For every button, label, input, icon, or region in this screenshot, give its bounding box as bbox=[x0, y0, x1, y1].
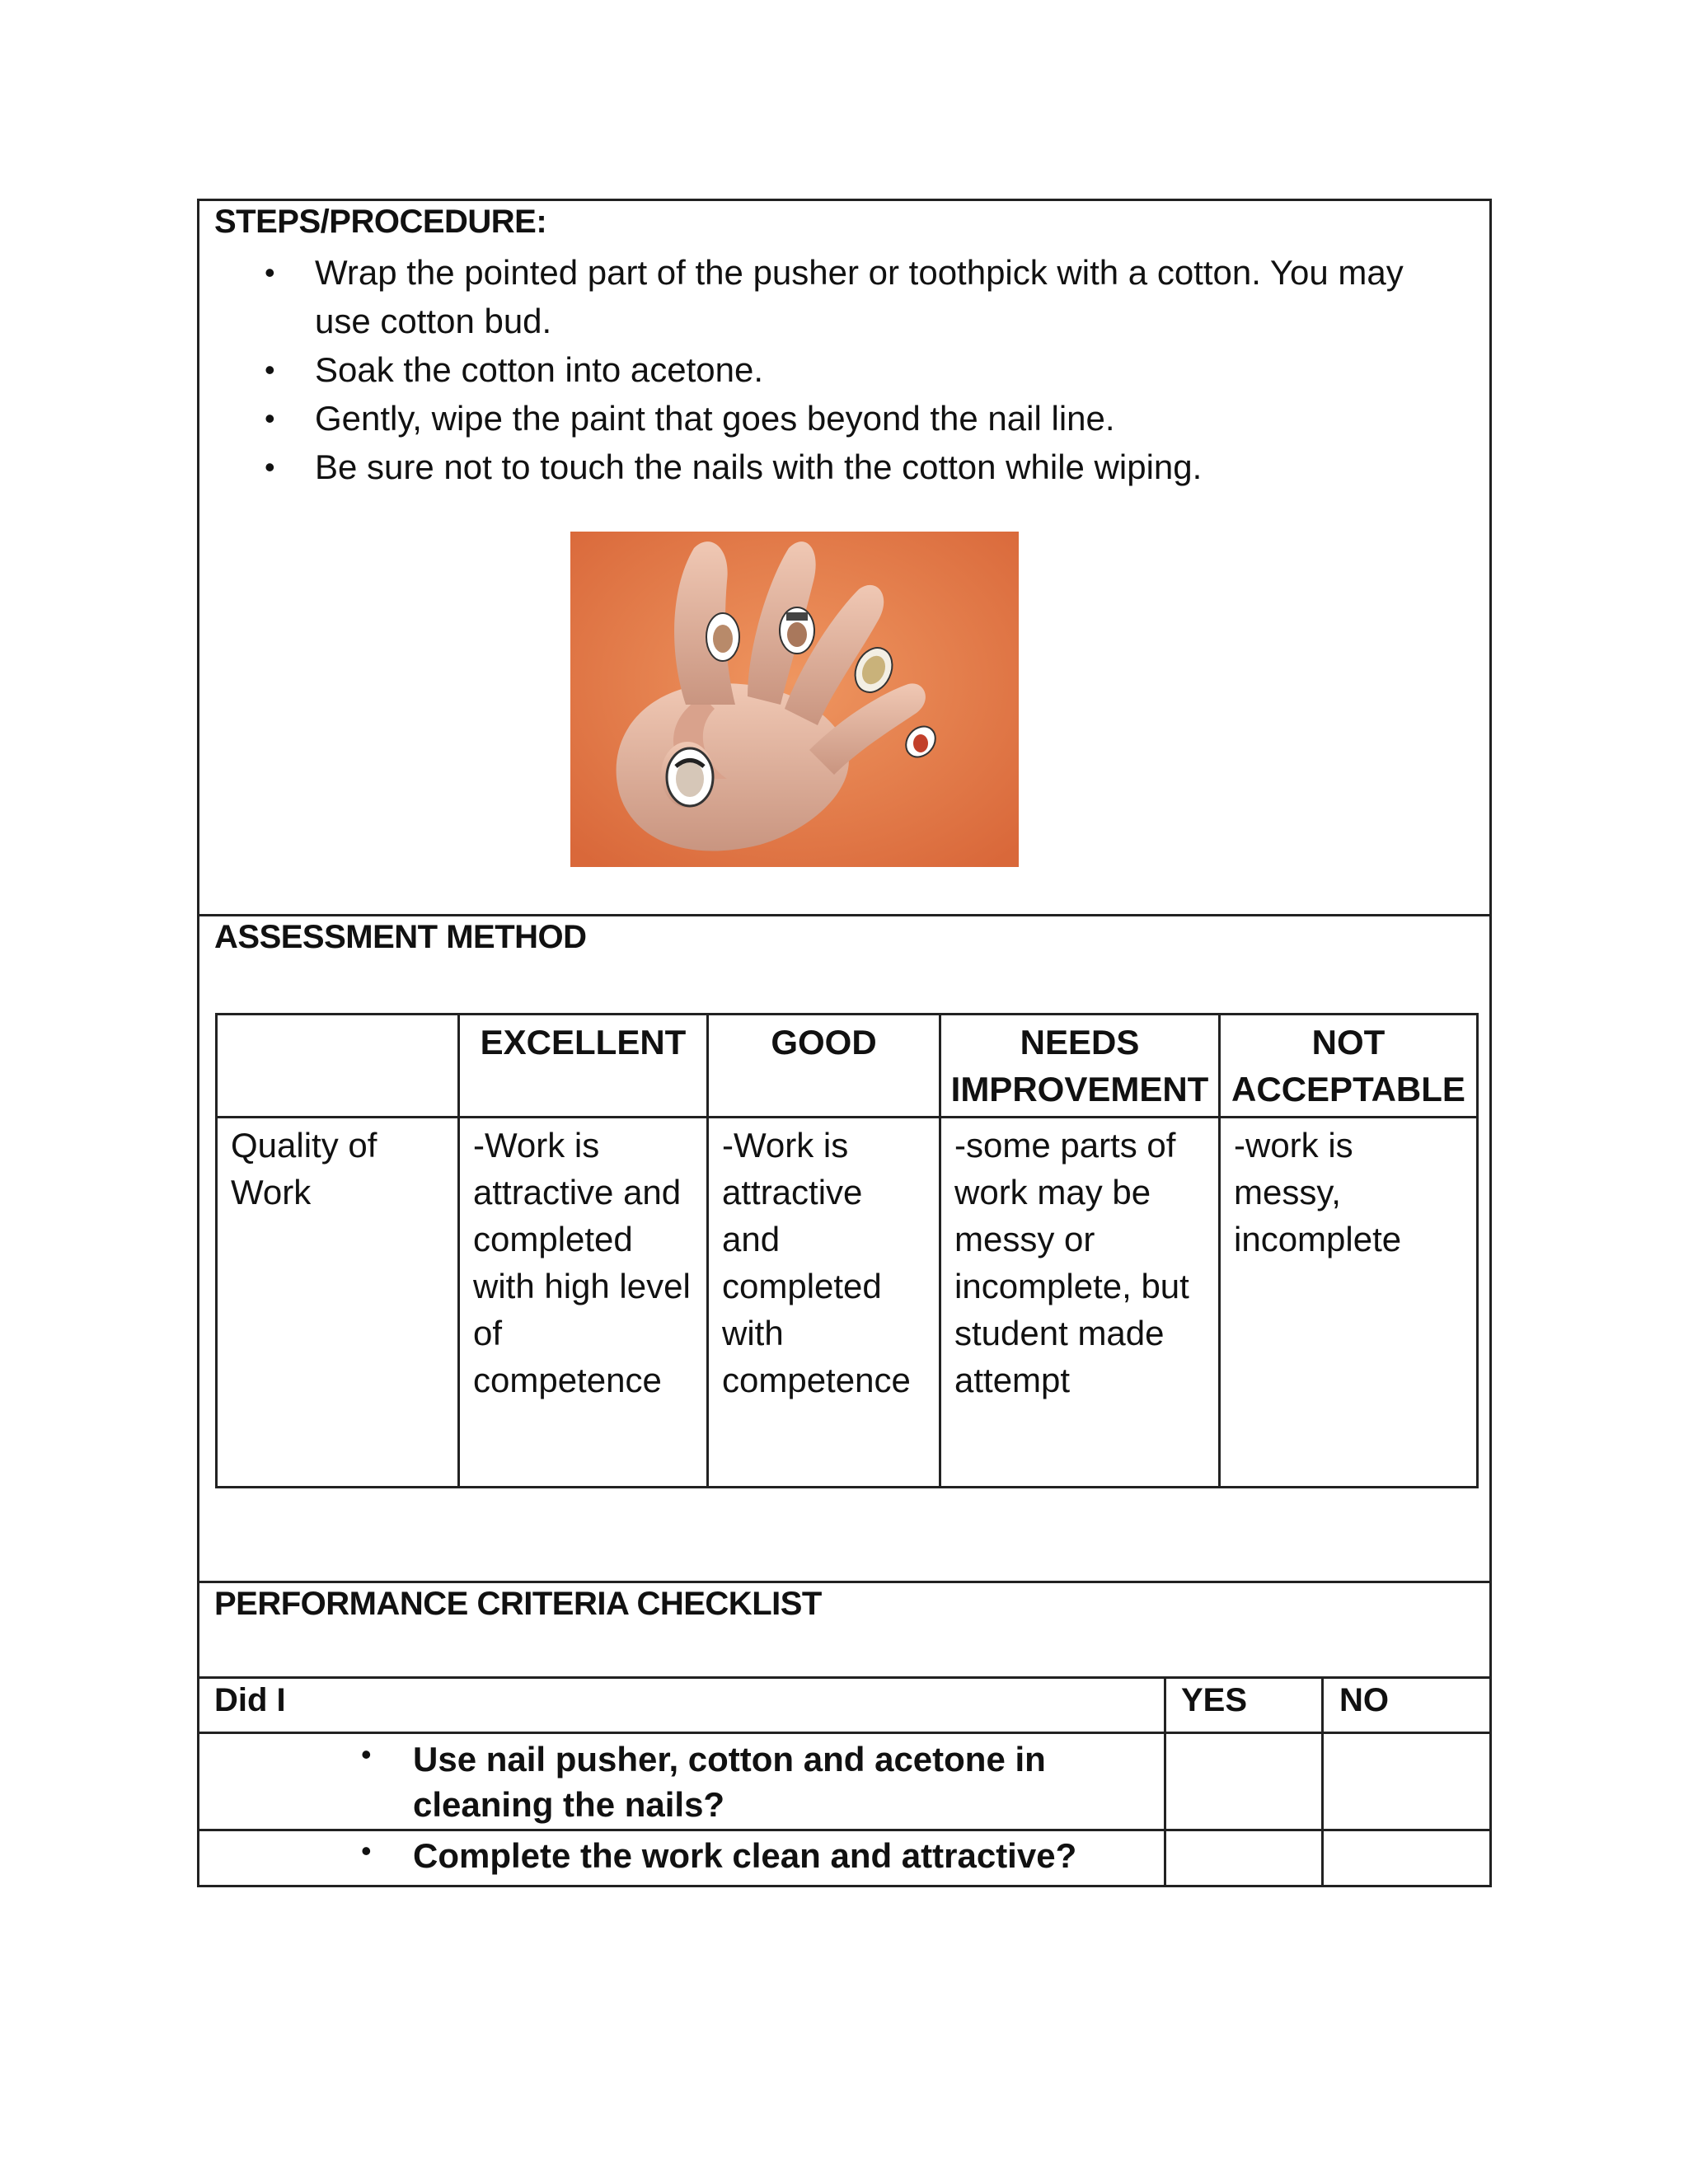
rubric-excellent-cell: -Work is attractive and completed with high level of competence bbox=[459, 1118, 708, 1488]
bullet: • bbox=[361, 1834, 372, 1868]
checklist-no-header: NO bbox=[1339, 1682, 1389, 1718]
checklist-item: Use nail pusher, cotton and acetone in cleaning the nails? bbox=[413, 1740, 1046, 1824]
rubric-header-row bbox=[217, 1015, 1478, 1118]
bullet: • bbox=[265, 255, 275, 289]
checklist-no-checkbox[interactable] bbox=[1324, 1734, 1489, 1826]
rubric-header-blank bbox=[217, 1015, 459, 1118]
step-text: Gently, wipe the paint that goes beyond the nail line. bbox=[315, 399, 1115, 438]
step-text: Soak the cotton into acetone. bbox=[315, 350, 764, 389]
worksheet-page bbox=[197, 199, 1492, 1887]
rubric-header-not-acceptable: NOT ACCEPTABLE bbox=[1220, 1015, 1478, 1118]
step-text: Wrap the pointed part of the pusher or toothpick with a cotton. You may use cotton bud. bbox=[315, 253, 1404, 340]
bullet: • bbox=[361, 1737, 372, 1771]
steps-title: STEPS/PROCEDURE: bbox=[214, 204, 547, 240]
checklist-no-checkbox[interactable] bbox=[1324, 1831, 1489, 1885]
divider bbox=[197, 1581, 1492, 1583]
bullet: • bbox=[265, 353, 275, 387]
checklist-yes-header: YES bbox=[1181, 1682, 1248, 1718]
step-item bbox=[197, 394, 1483, 443]
rubric-needs-improvement-cell: -some parts of work may be messy or incomplete, but student made attempt bbox=[940, 1118, 1220, 1488]
assessment-title: ASSESSMENT METHOD bbox=[214, 919, 587, 955]
step-text: Be sure not to touch the nails with the cotton while wiping. bbox=[315, 448, 1203, 486]
rubric-header-needs-improvement: NEEDS IMPROVEMENT bbox=[940, 1015, 1220, 1118]
divider bbox=[197, 1676, 1492, 1679]
checklist-yes-checkbox[interactable] bbox=[1166, 1831, 1319, 1885]
rubric-row bbox=[217, 1118, 1478, 1488]
checklist-item: Complete the work clean and attractive? bbox=[413, 1836, 1077, 1875]
assessment-rubric-table bbox=[215, 1013, 1479, 1488]
checklist-question-header: Did I bbox=[214, 1682, 286, 1718]
bullet: • bbox=[265, 450, 275, 484]
rubric-criterion: Quality of Work bbox=[217, 1118, 459, 1488]
step-item bbox=[197, 443, 1483, 491]
rubric-header-good: GOOD bbox=[708, 1015, 940, 1118]
step-item bbox=[197, 345, 1483, 394]
nail-art-hand-photo bbox=[570, 532, 1019, 867]
checklist-yes-checkbox[interactable] bbox=[1166, 1734, 1319, 1826]
steps-list bbox=[197, 248, 1483, 491]
divider bbox=[197, 914, 1492, 916]
checklist-title: PERFORMANCE CRITERIA CHECKLIST bbox=[214, 1586, 822, 1622]
bullet: • bbox=[265, 401, 275, 435]
rubric-header-excellent: EXCELLENT bbox=[459, 1015, 708, 1118]
hand-illustration bbox=[570, 532, 1019, 867]
rubric-good-cell: -Work is attractive and completed with competence bbox=[708, 1118, 940, 1488]
rubric-not-acceptable-cell: -work is messy, incomplete bbox=[1220, 1118, 1478, 1488]
step-item bbox=[197, 248, 1483, 345]
